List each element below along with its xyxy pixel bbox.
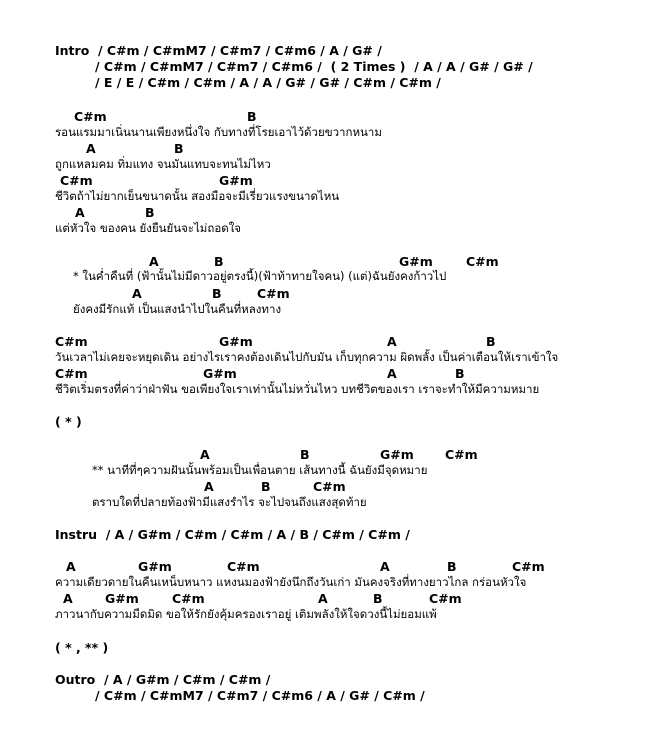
chord: A — [86, 141, 96, 156]
lyric-line: * ในค่ำคืนที่ (ฟ้านั้นไม่มีดาวอยู่ตรงนี้)(ฟ้าท้าทายใจคน) (แต่)ฉันยังคงก้าวไป — [73, 269, 447, 283]
chord: B — [447, 559, 457, 574]
chord: A — [387, 366, 397, 381]
chord: B — [174, 141, 184, 156]
lyric-line: ความเดียวดายในคืนเหน็บหนาว แหงนมองฟ้ายังนึกถึงวันเก่า มันคงจริงที่ทางยาวไกล กร่อนหัวใจ — [55, 575, 527, 589]
lyric-line: ถูกแหลมคม ทิ่มแทง จนมันแทบจะทนไม่ไหว — [55, 157, 271, 171]
chord: C#m — [313, 479, 346, 494]
chord: G#m — [203, 366, 237, 381]
chord: A — [66, 559, 76, 574]
lyric-line: ** นาทีที่ๆความฝันนั้นพร้อมเป็นเพื่อนตาย เส้นทางนี้ ฉันยังมีจุดหมาย — [92, 463, 428, 477]
chord: G#m — [105, 591, 139, 606]
chord: A — [387, 334, 397, 349]
chord: A — [149, 254, 159, 269]
chord: B — [214, 254, 224, 269]
chord: G#m — [399, 254, 433, 269]
intro-line-1: Intro / C#m / C#mM7 / C#m7 / C#m6 / A / G# / — [55, 43, 382, 58]
chord: A — [63, 591, 73, 606]
chord: C#m — [60, 173, 93, 188]
chord: B — [261, 479, 271, 494]
chord: C#m — [257, 286, 290, 301]
chord: B — [212, 286, 222, 301]
chord: G#m — [219, 334, 253, 349]
chord: B — [455, 366, 465, 381]
chord: C#m — [55, 366, 88, 381]
lyric-line: แต่หัวใจ ของคน ยังยืนยันจะไม่ถอดใจ — [55, 221, 242, 235]
lyric-line: ยังคงมีรักแท้ เป็นแสงนำไปในคืนที่หลงทาง — [73, 302, 282, 316]
chord: C#m — [74, 109, 107, 124]
chord: G#m — [380, 447, 414, 462]
lyric-line: รอนแรมมาเนิ่นนานเพียงหนึ่งใจ กับทางที่โรยเอาไว้ด้วยขวากหนาม — [55, 125, 382, 139]
chord: B — [300, 447, 310, 462]
chord: C#m — [512, 559, 545, 574]
chord: B — [247, 109, 257, 124]
chord: C#m — [55, 334, 88, 349]
intro-line-3: / E / E / C#m / C#m / A / A / G# / G# / C#m / C#m / — [95, 75, 441, 90]
chord: A — [318, 591, 328, 606]
chord: B — [373, 591, 383, 606]
lyric-line: ตราบใดที่ปลายท้องฟ้ามีแสงรำไร จะไปจนถึงแสงสุดท้าย — [92, 495, 367, 509]
lyric-line: วันเวลาไม่เคยจะหยุดเดิน อย่างไรเราคงต้องเดินไปกับมัน เก็บทุกความ ผิดพลั้ง เป็นค่าเตือนให้เราเข้าใจ — [55, 350, 559, 364]
instru-line: Instru / A / G#m / C#m / C#m / A / B / C#m / C#m / — [55, 527, 410, 542]
outro-line-1: Outro / A / G#m / C#m / C#m / — [55, 672, 271, 687]
chord: G#m — [138, 559, 172, 574]
lyric-line: ภาวนากับความมืดมิด ขอให้รักยังคุ้มครองเราอยู่ เติมพลังให้ใจดวงนี้ไม่ยอมแพ้ — [55, 607, 437, 621]
chord: B — [486, 334, 496, 349]
chord: G#m — [219, 173, 253, 188]
lyric-line: ชีวิตถ้าไม่ยากเย็นขนาดนั้น สองมือจะมีเรี่ยวแรงขนาดไหน — [55, 189, 340, 203]
chord: C#m — [445, 447, 478, 462]
chord: A — [200, 447, 210, 462]
chord: A — [75, 205, 85, 220]
chord: A — [204, 479, 214, 494]
repeat-marker: ( * , ** ) — [55, 640, 109, 655]
repeat-marker: ( * ) — [55, 414, 82, 429]
chord: B — [145, 205, 155, 220]
chord: C#m — [429, 591, 462, 606]
lyric-line: ชีวิตเริ่มตรงที่ค่าว่าฝ่าฟัน ขอเพียงใจเราเท่านั้นไม่หวั่นไหว บทชีวิตของเรา เราจะทำให้มีความหมาย — [55, 382, 540, 396]
chord: A — [380, 559, 390, 574]
outro-line-2: / C#m / C#mM7 / C#m7 / C#m6 / A / G# / C#m / — [95, 688, 425, 703]
chord: A — [132, 286, 142, 301]
chord: C#m — [466, 254, 499, 269]
intro-line-2: / C#m / C#mM7 / C#m7 / C#m6 / ( 2 Times ) / A / A / G# / G# / — [95, 59, 533, 74]
chord: C#m — [172, 591, 205, 606]
chord: C#m — [227, 559, 260, 574]
